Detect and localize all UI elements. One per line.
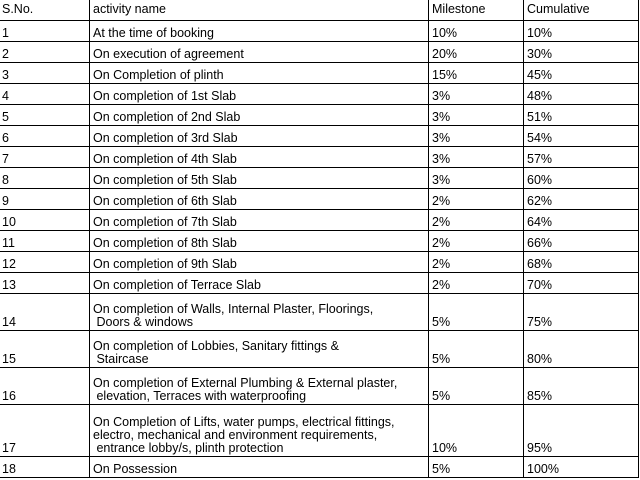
activity-name-line: On completion of 5th Slab [93,173,237,187]
activity-name-cell [90,294,429,331]
sno-cell: 11 [0,231,90,252]
table-body [0,21,639,478]
activity-name-line: elevation, Terraces with waterproofing [93,389,307,403]
milestone-cell: 2% [429,273,524,294]
sno-cell: 12 [0,252,90,273]
header-sno: S.No. [0,0,90,21]
table-row [0,42,639,63]
sno-cell: 2 [0,42,90,63]
activity-name-cell [90,231,429,252]
activity-name-line: On completion of 2nd Slab [93,110,241,124]
table-row [0,147,639,168]
activity-name-cell [90,126,429,147]
activity-name-line: At the time of booking [93,26,214,40]
activity-name-line: On completion of External Plumbing & External plaster, [93,376,398,390]
milestone-cell: 20% [429,42,524,63]
activity-name-cell [90,147,429,168]
activity-name-cell [90,189,429,210]
sno-cell: 18 [0,457,90,478]
milestone-cell: 2% [429,231,524,252]
activity-name-cell [90,368,429,405]
activity-name-line: On completion of 4th Slab [93,152,237,166]
cumulative-cell: 45% [524,63,639,84]
activity-name-cell [90,21,429,42]
activity-name-line: Doors & windows [93,315,194,329]
cumulative-cell: 85% [524,368,639,405]
milestone-cell: 3% [429,168,524,189]
sno-cell: 5 [0,105,90,126]
sno-cell: 1 [0,21,90,42]
cumulative-cell: 54% [524,126,639,147]
table-row [0,252,639,273]
table-row [0,168,639,189]
activity-name-cell [90,273,429,294]
activity-name-line: On completion of 8th Slab [93,236,237,250]
sno-cell: 15 [0,331,90,368]
milestone-cell: 5% [429,294,524,331]
table-row [0,84,639,105]
sno-cell: 16 [0,368,90,405]
table-row [0,63,639,84]
milestone-cell: 10% [429,405,524,457]
activity-name-line: On execution of agreement [93,47,244,61]
table-row [0,21,639,42]
table-row [0,331,639,368]
activity-name-cell [90,42,429,63]
table-row [0,294,639,331]
activity-name-cell [90,84,429,105]
table-row [0,126,639,147]
activity-name-line: On completion of Walls, Internal Plaster, Floorings, [93,302,374,316]
sno-cell: 17 [0,405,90,457]
cumulative-cell: 60% [524,168,639,189]
activity-name-line: On completion of 9th Slab [93,257,237,271]
table-row [0,210,639,231]
cumulative-cell: 48% [524,84,639,105]
milestone-cell: 3% [429,147,524,168]
milestone-cell: 15% [429,63,524,84]
header-row [0,0,639,21]
activity-name-cell [90,168,429,189]
cumulative-cell: 75% [524,294,639,331]
milestone-cell: 3% [429,126,524,147]
table-row [0,189,639,210]
activity-name-line: On completion of 7th Slab [93,215,237,229]
sno-cell: 14 [0,294,90,331]
table-row [0,231,639,252]
sno-cell: 6 [0,126,90,147]
activity-name-cell [90,252,429,273]
sno-cell: 3 [0,63,90,84]
sno-cell: 7 [0,147,90,168]
cumulative-cell: 57% [524,147,639,168]
cumulative-cell: 30% [524,42,639,63]
sno-cell: 13 [0,273,90,294]
table-row [0,405,639,457]
sno-cell: 8 [0,168,90,189]
milestone-cell: 5% [429,368,524,405]
activity-name-line: On Completion of Lifts, water pumps, electrical fittings, [93,415,395,429]
sno-cell: 4 [0,84,90,105]
table-row [0,368,639,405]
milestone-cell: 2% [429,252,524,273]
activity-name-cell [90,63,429,84]
activity-name-line: On completion of 3rd Slab [93,131,238,145]
header-milestone: Milestone [429,0,524,21]
milestone-cell: 3% [429,84,524,105]
cumulative-cell: 100% [524,457,639,478]
activity-name-line: On completion of Lobbies, Sanitary fittings & [93,339,339,353]
sno-cell: 10 [0,210,90,231]
milestone-cell: 3% [429,105,524,126]
activity-name-cell [90,457,429,478]
milestone-cell: 10% [429,21,524,42]
milestone-cell: 2% [429,210,524,231]
activity-name-line: entrance lobby/s, plinth protection [93,441,284,455]
header-cumulative: Cumulative [524,0,639,21]
table-row [0,273,639,294]
activity-name-line: Staircase [93,352,149,366]
activity-name-cell [90,405,429,457]
table-row [0,105,639,126]
sno-cell: 9 [0,189,90,210]
activity-name-line: electro, mechanical and environment requirements, [93,428,378,442]
cumulative-cell: 80% [524,331,639,368]
milestone-cell: 5% [429,457,524,478]
activity-name-cell [90,331,429,368]
milestone-cell: 5% [429,331,524,368]
activity-name-line: On Possession [93,462,178,476]
cumulative-cell: 95% [524,405,639,457]
activity-name-line: On Completion of plinth [93,68,224,82]
cumulative-cell: 70% [524,273,639,294]
table-row [0,457,639,478]
cumulative-cell: 64% [524,210,639,231]
activity-name-cell [90,105,429,126]
header-activity-name: activity name [90,0,429,21]
activity-name-cell [90,210,429,231]
activity-name-line: On completion of Terrace Slab [93,278,261,292]
cumulative-cell: 68% [524,252,639,273]
cumulative-cell: 66% [524,231,639,252]
activity-name-line: On completion of 6th Slab [93,194,237,208]
cumulative-cell: 51% [524,105,639,126]
cumulative-cell: 62% [524,189,639,210]
milestone-cell: 2% [429,189,524,210]
activity-name-line: On completion of 1st Slab [93,89,237,103]
cumulative-cell: 10% [524,21,639,42]
